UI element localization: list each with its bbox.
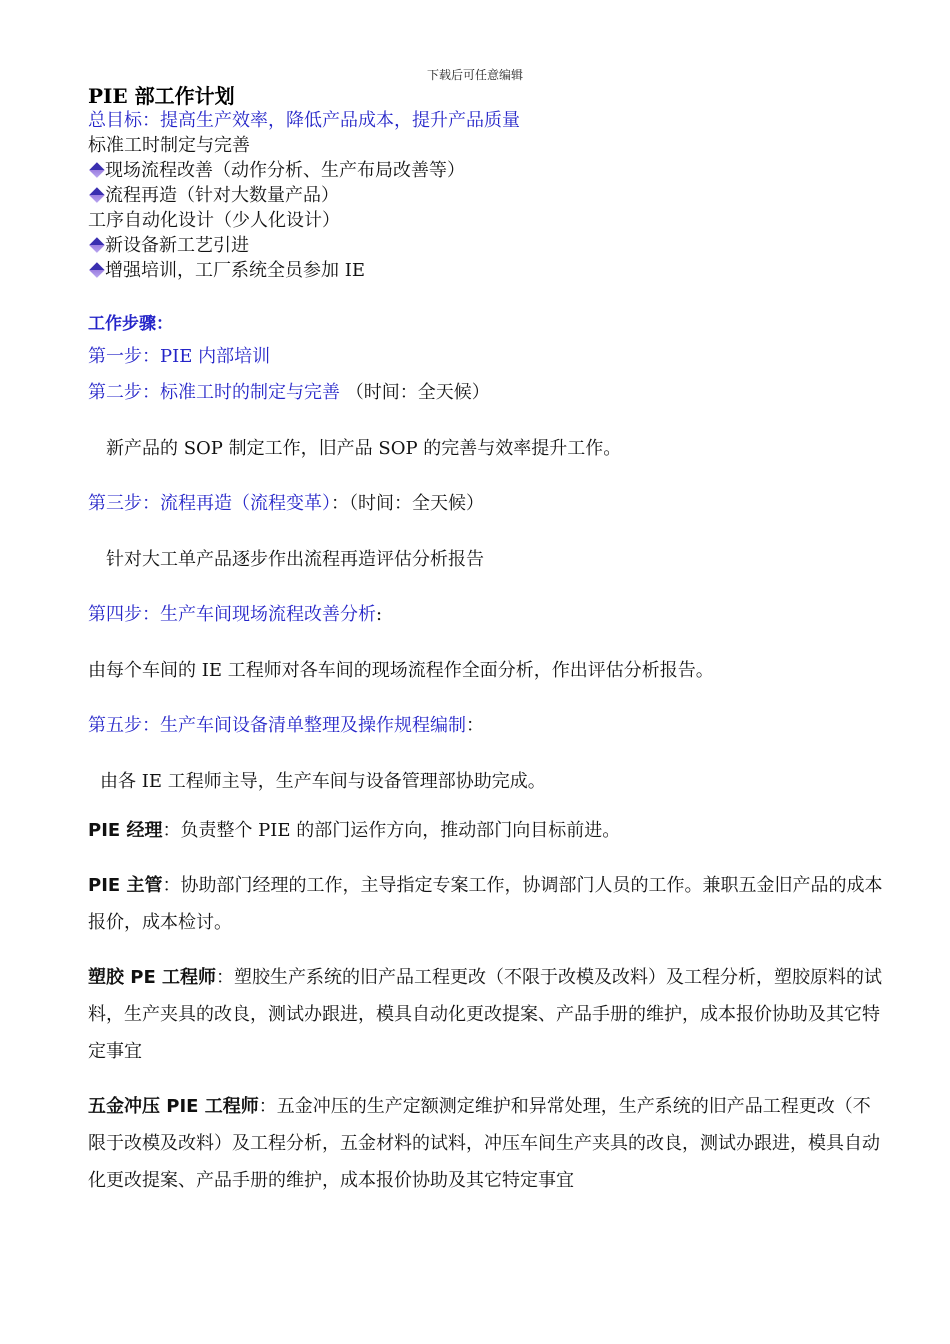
step-4-title: 第四步：生产车间现场流程改善分析 [88,604,376,625]
role-pie-supervisor [88,867,888,941]
plan-item-text: 流程再造（针对大数量产品） [105,185,339,206]
role-stamping-pie-engineer [88,1088,888,1199]
plan-item [88,258,888,283]
diamond-bullet-icon [89,237,105,253]
step-5 [88,713,888,739]
diamond-bullet-icon [89,262,105,278]
step-3-time: ：（时间：全天候） [331,493,484,514]
step-4-colon: : [376,604,383,625]
step-4-detail: 由每个车间的 IE 工程师对各车间的现场流程作全面分析，作出评估分析报告。 [88,660,714,681]
plan-item-text: 现场流程改善（动作分析、生产布局改善等） [105,160,465,181]
step-2-detail: 新产品的 SOP 制定工作，旧产品 SOP 的完善与效率提升工作。 [106,438,622,459]
role-plastic-pe-engineer [88,959,888,1070]
step-1: 第一步：PIE 内部培训 [88,346,271,367]
document-body [88,84,888,1199]
plan-item [88,183,888,208]
step-2-title: 第二步：标准工时的制定与完善 [88,382,340,403]
role-pie-manager [88,812,888,849]
plan-item-text: 新设备新工艺引进 [105,235,249,256]
role-name: PIE 主管 [88,875,163,896]
role-desc: ：塑胶生产系统的旧产品工程更改（不限于改模及改料）及工程分析，塑胶原料的试料，生产夹具的改良，测试办跟进，模具自动化更改提案、产品手册的维护，成本报价协助及其它特定事宜 [88,967,883,1062]
plan-item [88,233,888,258]
plan-item [88,208,888,233]
step-5-colon: ： [466,715,484,736]
step-3-title: 第三步：流程再造（流程变革） [88,493,331,514]
role-desc: ：五金冲压的生产定额测定维护和异常处理，生产系统的旧产品工程更改（不限于改模及改料）及工程分析，五金材料的试料，冲压车间生产夹具的改良，测试办跟进，模具自动化更改提案、产品手册的维护，成本报价协助及其它特定事宜 [88,1096,880,1191]
step-4 [88,602,888,628]
plan-item [88,133,888,158]
step-2 [88,380,888,406]
role-name: PIE 经理 [88,820,163,841]
plan-item [88,158,888,183]
overall-goal: 总目标：提高生产效率，降低产品成本，提升产品质量 [88,110,520,131]
diamond-bullet-icon [89,187,105,203]
step-3 [88,491,888,517]
plan-item-text: 增强培训，工厂系统全员参加 IE [105,260,365,281]
role-name: 塑胶 PE 工程师 [88,967,217,988]
step-2-time: （时间：全天候） [345,382,490,403]
role-desc: ：协助部门经理的工作，主导指定专案工作，协调部门人员的工作。兼职五金旧产品的成本报价，成本检讨。 [88,875,883,933]
plan-item-text: 标准工时制定与完善 [88,135,250,156]
document-title: PIE 部工作计划 [88,84,235,108]
header-note: 下载后可任意编辑 [426,68,523,82]
role-name: 五金冲压 PIE 工程师 [88,1096,259,1117]
step-3-detail: 针对大工单产品逐步作出流程再造评估分析报告 [106,549,484,570]
diamond-bullet-icon [89,162,105,178]
step-5-detail: 由各 IE 工程师主导，生产车间与设备管理部协助完成。 [100,771,546,792]
plan-list [88,133,888,283]
plan-item-text: 工序自动化设计（少人化设计） [88,210,340,231]
step-5-title: 第五步：生产车间设备清单整理及操作规程编制 [88,715,466,736]
role-desc: ：负责整个 PIE 的部门运作方向，推动部门向目标前进。 [162,820,621,841]
steps-heading: 工作步骤： [88,314,173,334]
